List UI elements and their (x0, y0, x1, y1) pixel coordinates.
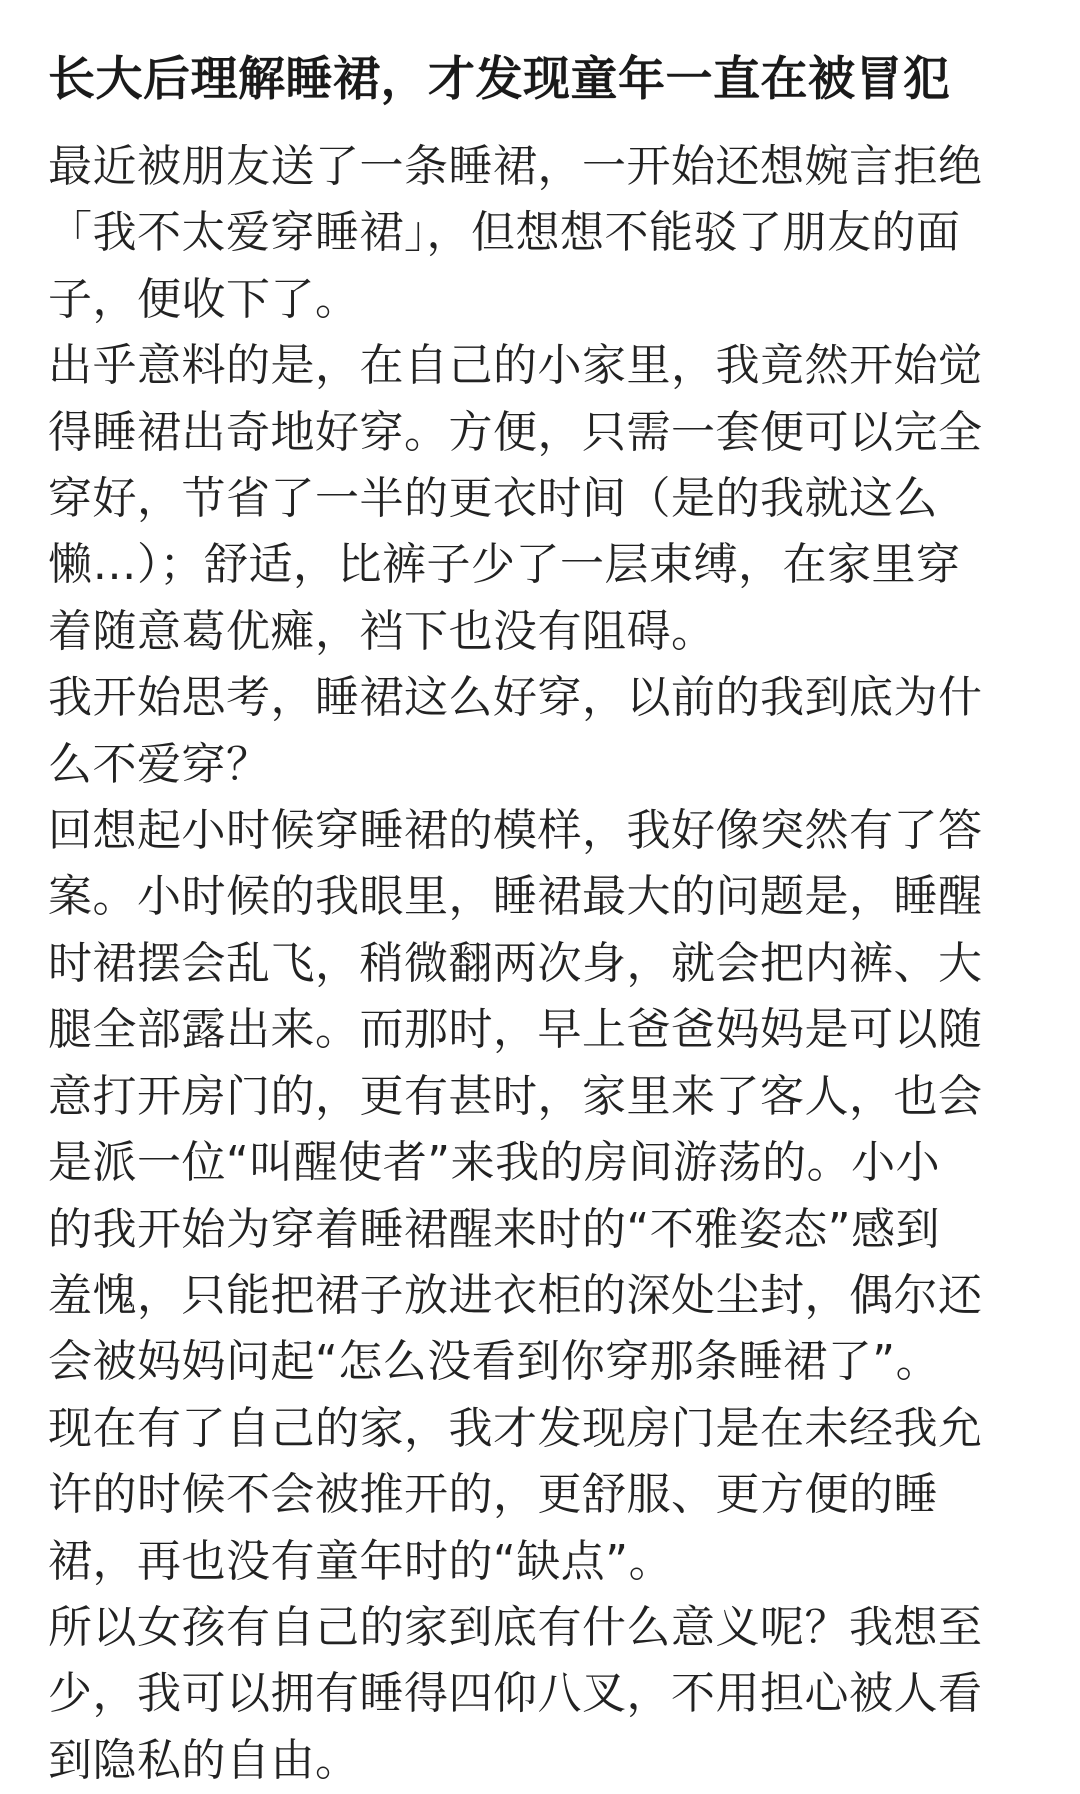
paragraph-6: 所以女孩有自己的家到底有什么意义呢？我想至 少，我可以拥有睡得四仰八叉，不用担心被人看 到隐私的自由。 (48, 1601, 983, 1786)
article-title: 长大后理解睡裙，才发现童年一直在被冒犯 (48, 52, 951, 107)
paragraph-3: 我开始思考，睡裙这么好穿，以前的我到底为什 么不爱穿？ (48, 672, 983, 790)
paragraph-5: 现在有了自己的家，我才发现房门是在未经我允 许的时候不会被推开的，更舒服、更方便的睡 裙，再也没有童年时的“缺点”。 (48, 1402, 983, 1587)
paragraph-2: 出乎意料的是，在自己的小家里，我竟然开始觉 得睡裙出奇地好穿。方便，只需一套便可以完全 穿好，节省了一半的更衣时间（是的我就这么 懒…）；舒适，比裤子少了一层束缚，在家里穿 着随意葛优瘫，裆下也没有阻碍。 (48, 340, 983, 657)
article-body (48, 134, 1032, 1794)
paragraph-1: 最近被朋友送了一条睡裙，一开始还想婉言拒绝 「我不太爱穿睡裙」，但想想不能驳了朋友的面 子，便收下了。 (48, 141, 983, 325)
article (48, 38, 1032, 1794)
paragraph-4: 回想起小时候穿睡裙的模样，我好像突然有了答 案。小时候的我眼里，睡裙最大的问题是，睡醒 时裙摆会乱飞，稍微翻两次身，就会把内裤、大 腿全部露出来。而那时，早上爸爸妈妈是可以随 意打开房门的，更有甚时，家里来了客人，也会 是派一位“叫醒使者”来我的房间游荡的。小小 的我开始为穿着睡裙醒来时的“不雅姿态”感到 羞愧，只能把裙子放进衣柜的深处尘封，偶尔还 会被妈妈问起“怎么没看到你穿那条睡裙了”。 (48, 805, 983, 1388)
